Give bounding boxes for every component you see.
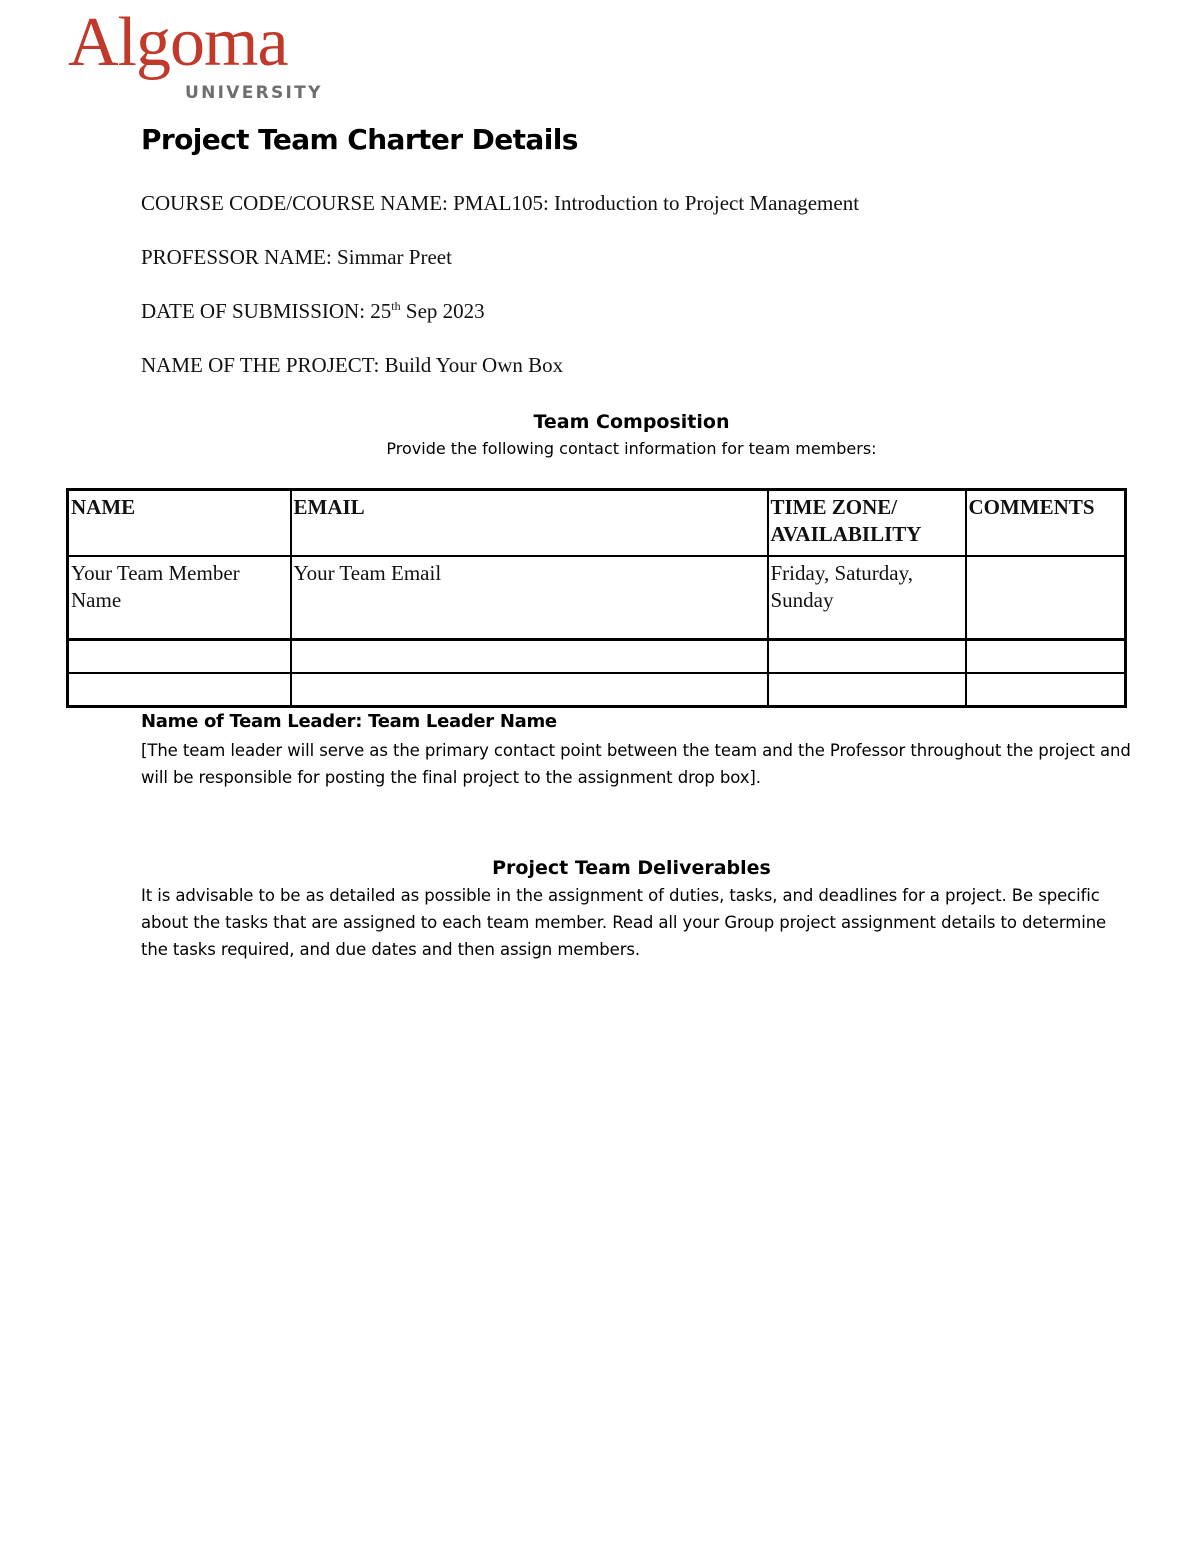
date-prefix: DATE OF SUBMISSION: 25 <box>141 299 392 323</box>
cell-email: Your Team Email <box>291 556 768 640</box>
team-composition-heading: Team Composition <box>533 411 730 433</box>
table-row <box>68 640 1126 674</box>
cell-email <box>291 673 768 707</box>
submission-date-field <box>141 298 485 324</box>
course-field: COURSE CODE/COURSE NAME: PMAL105: Introduction to Project Management <box>141 191 860 215</box>
cell-availability <box>768 640 966 674</box>
date-suffix: Sep 2023 <box>400 299 485 323</box>
team-composition-note: Provide the following contact information for team members: <box>386 439 877 458</box>
cell-email <box>291 640 768 674</box>
team-leader-label: Name of Team Leader: Team Leader Name <box>141 711 557 732</box>
cell-name: Your Team Member Name <box>68 556 291 640</box>
cell-availability: Friday, Saturday, Sunday <box>768 556 966 640</box>
deliverables-heading: Project Team Deliverables <box>492 857 771 879</box>
header-email: EMAIL <box>291 490 768 557</box>
header-comments: COMMENTS <box>966 490 1126 557</box>
cell-comments <box>966 556 1126 640</box>
university-logo <box>68 4 328 103</box>
logo-subtitle: UNIVERSITY <box>185 83 323 103</box>
logo-wordmark: Algoma <box>68 4 288 81</box>
page-title: Project Team Charter Details <box>141 123 578 156</box>
header-name: NAME <box>68 490 291 557</box>
project-name-field: NAME OF THE PROJECT: Build Your Own Box <box>141 353 564 377</box>
cell-availability <box>768 673 966 707</box>
table-row <box>68 673 1126 707</box>
deliverables-text: It is advisable to be as detailed as possible in the assignment of duties, tasks, and deadlines for a project. Be specific about the tasks that are assigned to each team member. Read all your Group project assignment details to determine the tasks required, and due dates and then assign members. <box>141 886 1107 959</box>
team-leader-description: [The team leader will serve as the primary contact point between the team and the Professor throughout the project and will be responsible for posting the final project to the assignment drop box]. <box>141 741 1131 787</box>
date-ordinal: th <box>391 299 401 313</box>
table-row <box>68 556 1126 640</box>
professor-field: PROFESSOR NAME: Simmar Preet <box>141 245 452 269</box>
cell-comments <box>966 673 1126 707</box>
table-header-row <box>68 490 1126 557</box>
cell-name <box>68 640 291 674</box>
cell-comments <box>966 640 1126 674</box>
header-availability: TIME ZONE/ AVAILABILITY <box>768 490 966 557</box>
cell-name <box>68 673 291 707</box>
team-table <box>66 488 1127 708</box>
